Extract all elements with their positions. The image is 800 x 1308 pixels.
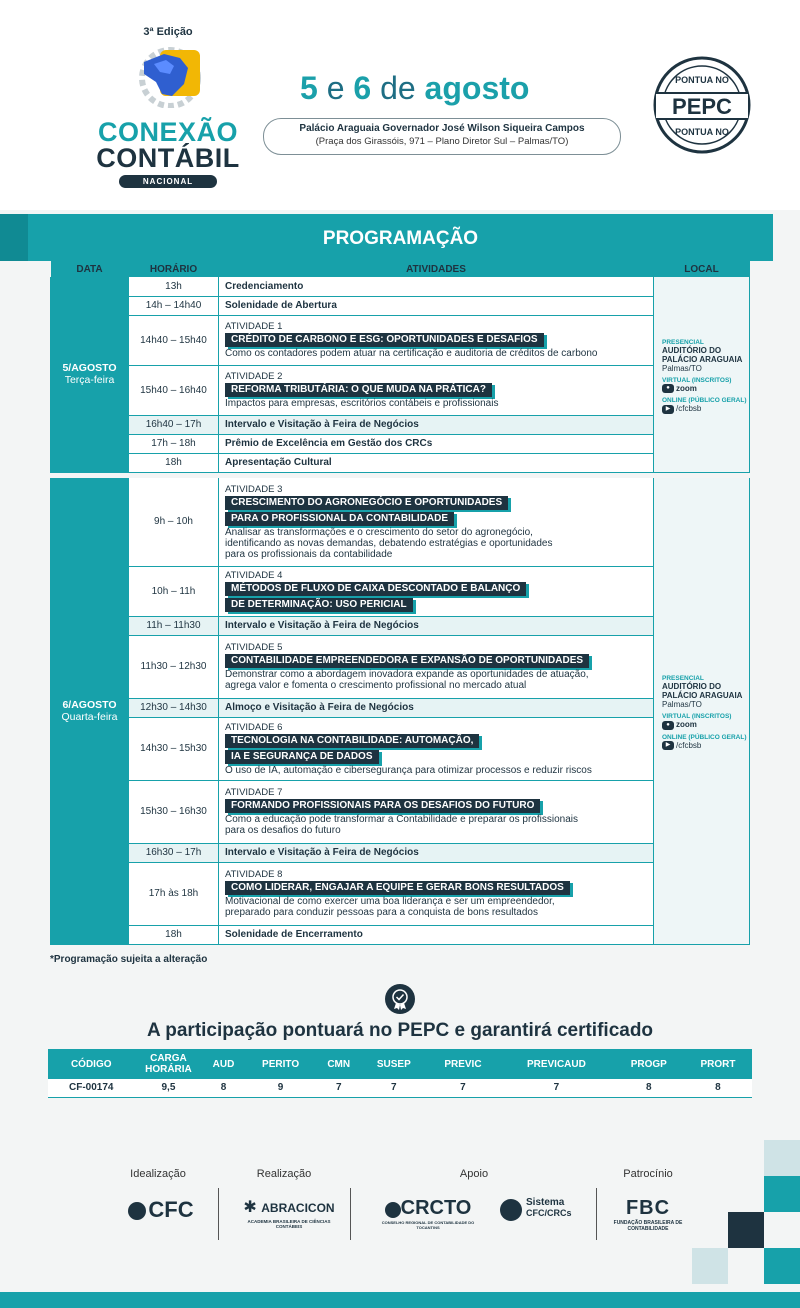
table-row: [51, 277, 750, 296]
day-date: 5/AGOSTO: [62, 362, 117, 375]
time-cell: 15h30 – 16h30: [129, 780, 219, 843]
zoom-link[interactable]: [662, 384, 749, 393]
activity-cell: [219, 434, 654, 453]
decor-square: [692, 1248, 728, 1284]
youtube-link[interactable]: [662, 741, 749, 750]
activity-desc: preparado para conduzir pessoas para a conquista de bons resultados: [225, 907, 538, 918]
table-row: [51, 365, 750, 415]
points-row: [48, 1079, 752, 1097]
activity-cell: [219, 843, 654, 862]
table-row: [51, 415, 750, 434]
event-name: Apresentação Cultural: [225, 457, 332, 468]
points-cell: 8: [684, 1079, 752, 1097]
youtube-icon: ▶: [662, 405, 674, 414]
abracicon-text: ABRACICON: [261, 1201, 335, 1215]
table-row: [51, 616, 750, 635]
time-cell: 13h: [129, 277, 219, 296]
points-col: PERITO: [245, 1049, 317, 1079]
activity-cell: [219, 616, 654, 635]
fbc-sub: FUNDAÇÃO BRASILEIRA DE CONTABILIDADE: [613, 1220, 683, 1232]
points-col: PREVICAUD: [499, 1049, 614, 1079]
decor-square: [764, 1248, 800, 1284]
activity-title: DE DETERMINAÇÃO: USO PERICIAL: [225, 598, 413, 612]
col-location: LOCAL: [654, 261, 750, 277]
activity-cell: [219, 925, 654, 944]
activity-cell: [219, 315, 654, 365]
venue-address: (Praça dos Girassóis, 971 – Plano Diretor Sul – Palmas/TO): [315, 136, 569, 147]
logo-line2: CONTÁBIL: [96, 143, 240, 173]
activity-label: ATIVIDADE 1: [225, 321, 283, 332]
seal-bottom: PONTUA NO: [675, 127, 729, 137]
activity-label: ATIVIDADE 3: [225, 483, 283, 495]
activity-title: MÉTODOS DE FLUXO DE CAIXA DESCONTADO E BALANÇO: [225, 582, 526, 596]
location-cell: [654, 478, 750, 944]
activity-cell: [219, 566, 654, 616]
program-title: PROGRAMAÇÃO: [322, 228, 479, 249]
table-row: [51, 698, 750, 717]
crcto-text: CRCTO: [400, 1197, 472, 1219]
seal-top: PONTUA NO: [675, 75, 729, 85]
brazil-map-icon: [130, 44, 206, 108]
day-cell: [51, 478, 129, 944]
col-activities: ATIVIDADES: [219, 261, 654, 277]
time-cell: 10h – 11h: [129, 566, 219, 616]
city: Palmas/TO: [662, 700, 702, 710]
header: [0, 0, 800, 210]
activity-title: IA E SEGURANÇA DE DADOS: [225, 750, 379, 764]
activity-label: ATIVIDADE 7: [225, 787, 283, 798]
realizacao-label: Realização: [256, 1168, 312, 1180]
points-header: [48, 1049, 752, 1079]
presencial-label: PRESENCIAL: [662, 338, 704, 346]
table-row: [51, 434, 750, 453]
activity-desc: Motivacional de como exercer uma boa liderança e ser um empreendedor,: [225, 896, 555, 907]
edition-label: 3ª Edição: [143, 26, 193, 38]
activity-cell: [219, 862, 654, 925]
time-cell: 12h30 – 14h30: [129, 698, 219, 717]
points-cell: 7: [499, 1079, 614, 1097]
zoom-text: zoom: [676, 720, 697, 730]
activity-desc: Como os contadores podem atuar na certificação e auditoria de créditos de carbono: [225, 348, 598, 359]
time-cell: 14h30 – 15h30: [129, 717, 219, 780]
pepc-seal: [652, 55, 752, 155]
points-col: CARGA HORÁRIA: [134, 1049, 202, 1079]
decor-square: [764, 1140, 800, 1176]
col-date: DATA: [51, 261, 129, 277]
activity-cell: [219, 717, 654, 780]
activity-cell: [219, 296, 654, 315]
decor-square: [764, 1176, 800, 1212]
table-row: [51, 843, 750, 862]
points-table: [48, 1049, 752, 1098]
event-logo: [88, 26, 248, 189]
table-row: [51, 566, 750, 616]
city: Palmas/TO: [662, 363, 702, 373]
divider: [350, 1188, 351, 1240]
event-date: [300, 70, 529, 107]
table-row: [51, 478, 750, 566]
event-name: Intervalo e Visitação à Feira de Negócios: [225, 847, 419, 858]
date-day1: 5: [300, 70, 318, 106]
points-cell: 7: [427, 1079, 499, 1097]
fbc-text: FBC: [625, 1197, 671, 1219]
event-name: Solenidade de Encerramento: [225, 929, 363, 940]
date-month: agosto: [424, 70, 530, 106]
points-col: AUD: [202, 1049, 244, 1079]
table-row: [51, 717, 750, 780]
youtube-text: /cfcbsb: [676, 404, 702, 414]
activity-desc: Demonstrar como a abordagem inovadora expande as oportunidades de atuação,: [225, 669, 589, 680]
activity-cell: [219, 277, 654, 296]
divider: [596, 1188, 597, 1240]
idealizacao-label: Idealização: [130, 1168, 186, 1180]
activity-label: ATIVIDADE 8: [225, 869, 283, 880]
time-cell: 15h40 – 16h40: [129, 365, 219, 415]
day-date: 6/AGOSTO: [62, 698, 117, 711]
virtual-label: VIRTUAL (INSCRITOS): [662, 376, 732, 384]
activity-label: ATIVIDADE 5: [225, 642, 283, 653]
schedule-header: [51, 261, 750, 277]
venue-line2: PALÁCIO ARAGUAIA: [662, 691, 743, 701]
points-col: CÓDIGO: [48, 1049, 134, 1079]
activity-desc: para os desafios do futuro: [225, 825, 341, 836]
fbc-logo: [606, 1197, 690, 1237]
time-cell: 17h às 18h: [129, 862, 219, 925]
time-cell: 18h: [129, 453, 219, 472]
time-cell: 16h30 – 17h: [129, 843, 219, 862]
event-name: Almoço e Visitação à Feira de Negócios: [225, 702, 414, 713]
activity-title: CRÉDITO DE CARBONO E ESG: OPORTUNIDADES E DESAFIOS: [225, 333, 544, 347]
abracicon-logo: ✱ ABRACICON ACADEMIA BRASILEIRA DE CIÊNCIAS CONTÁBEIS: [236, 1197, 342, 1237]
activity-cell: [219, 365, 654, 415]
patrocinio-label: Patrocínio: [623, 1168, 673, 1180]
event-name: Solenidade de Abertura: [225, 300, 337, 311]
decor-square: [728, 1212, 764, 1248]
sistema-line1: Sistema: [526, 1197, 565, 1208]
time-cell: 11h30 – 12h30: [129, 635, 219, 698]
points-cell: 7: [361, 1079, 427, 1097]
crcto-sub: CONSELHO REGIONAL DE CONTABILIDADE DO TOCANTINS: [381, 1220, 475, 1230]
activity-desc: para os profissionais da contabilidade: [225, 548, 393, 560]
points-col: SUSEP: [361, 1049, 427, 1079]
time-cell: 11h – 11h30: [129, 616, 219, 635]
day-weekday: Terça-feira: [64, 374, 115, 387]
event-name: Intervalo e Visitação à Feira de Negócios: [225, 419, 419, 430]
activity-desc: Analisar as transformações e o crescimento do setor do agronegócio,: [225, 526, 533, 538]
activity-cell: [219, 478, 654, 566]
program-title-band: [28, 214, 773, 261]
logo-tag: NACIONAL: [119, 175, 217, 188]
event-name: Prêmio de Excelência em Gestão dos CRCs: [225, 438, 433, 449]
activity-desc: identificando as novas demandas, debatendo estratégias e oportunidades: [225, 537, 553, 549]
points-cell: 8: [202, 1079, 244, 1097]
activity-title: REFORMA TRIBUTÁRIA: O QUE MUDA NA PRÁTICA?: [225, 383, 492, 397]
zoom-icon: ●: [662, 384, 674, 393]
date-day2: 6: [353, 70, 372, 106]
seal-center: PEPC: [672, 94, 732, 119]
activity-desc: agrega valor e fomenta o crescimento profissional no mercado atual: [225, 680, 527, 691]
activity-title: FORMANDO PROFISSIONAIS PARA OS DESAFIOS DO FUTURO: [225, 799, 540, 813]
logo-line1: CONEXÃO: [97, 117, 239, 147]
venue-line2: PALÁCIO ARAGUAIA: [662, 354, 743, 364]
table-row: [51, 862, 750, 925]
activity-title: PARA O PROFISSIONAL DA CONTABILIDADE: [225, 512, 454, 526]
crcto-logo: [372, 1197, 484, 1237]
certificate-medal-icon: [384, 983, 416, 1015]
youtube-icon: ▶: [662, 741, 674, 750]
points-cell: 7: [317, 1079, 361, 1097]
activity-label: ATIVIDADE 6: [225, 721, 283, 733]
activity-label: ATIVIDADE 2: [225, 371, 283, 382]
points-col: PROGP: [614, 1049, 684, 1079]
table-row: [51, 780, 750, 843]
venue-line1: AUDITÓRIO DO: [662, 682, 722, 692]
points-cell: 9: [245, 1079, 317, 1097]
event-name: Credenciamento: [225, 280, 304, 292]
online-label: ONLINE (PÚBLICO GERAL): [662, 733, 747, 741]
divider: [218, 1188, 219, 1240]
table-row: [51, 453, 750, 472]
activity-label: ATIVIDADE 4: [225, 569, 283, 581]
zoom-icon: ●: [662, 721, 674, 730]
table-row: [51, 635, 750, 698]
sistema-line2: CFC/CRCs: [526, 1208, 572, 1218]
points-col: PREVIC: [427, 1049, 499, 1079]
activity-title: TECNOLOGIA NA CONTABILIDADE: AUTOMAÇÃO,: [225, 734, 479, 748]
activity-title: CONTABILIDADE EMPREENDEDORA E EXPANSÃO DE OPORTUNIDADES: [225, 654, 589, 668]
date-de: de: [371, 70, 425, 106]
activity-desc: Impactos para empresas, escritórios contábeis e profissionais: [225, 398, 499, 409]
points-col: PRORT: [684, 1049, 752, 1079]
schedule-note: *Programação sujeita a alteração: [50, 954, 208, 965]
time-cell: 16h40 – 17h: [129, 415, 219, 434]
zoom-text: zoom: [676, 383, 697, 393]
activity-desc: O uso de IA, automação e cibersegurança para otimizar processos e reduzir riscos: [225, 764, 592, 776]
footer-bar: [0, 1292, 800, 1308]
presencial-label: PRESENCIAL: [662, 675, 704, 683]
location-cell: [654, 277, 750, 472]
points-cell: 8: [614, 1079, 684, 1097]
venue-name: Palácio Araguaia Governador José Wilson Siqueira Campos: [299, 123, 585, 134]
activity-cell: [219, 635, 654, 698]
table-row: [51, 315, 750, 365]
activity-desc: Como a educação pode transformar a Contabilidade e preparar os profissionais: [225, 814, 578, 825]
table-row: [51, 296, 750, 315]
youtube-text: /cfcbsb: [676, 740, 702, 750]
pepc-title: A participação pontuará no PEPC e garantirá certificado: [146, 1020, 654, 1041]
time-cell: 14h – 14h40: [129, 296, 219, 315]
venue-box: [263, 118, 621, 155]
points-cell: CF-00174: [48, 1079, 134, 1097]
time-cell: 18h: [129, 925, 219, 944]
youtube-link[interactable]: [662, 404, 749, 413]
zoom-link[interactable]: [662, 720, 749, 729]
venue-line1: AUDITÓRIO DO: [662, 345, 722, 355]
schedule-table: [50, 261, 750, 945]
apoio-label: Apoio: [459, 1168, 489, 1180]
time-cell: 9h – 10h: [129, 478, 219, 566]
cfc-logo: [116, 1197, 206, 1237]
table-row: [51, 925, 750, 944]
day-weekday: Quarta-feira: [61, 710, 118, 723]
online-label: ONLINE (PÚBLICO GERAL): [662, 397, 747, 405]
points-col: CMN: [317, 1049, 361, 1079]
activity-title: COMO LIDERAR, ENGAJAR A EQUIPE E GERAR BONS RESULTADOS: [225, 881, 570, 895]
virtual-label: VIRTUAL (INSCRITOS): [662, 713, 732, 721]
activity-cell: [219, 415, 654, 434]
time-cell: 17h – 18h: [129, 434, 219, 453]
date-e: e: [317, 70, 354, 106]
abracicon-sub: ACADEMIA BRASILEIRA DE CIÊNCIAS CONTÁBEIS: [247, 1219, 331, 1229]
points-cell: 9,5: [134, 1079, 202, 1097]
activity-cell: [219, 698, 654, 717]
activity-title: CRESCIMENTO DO AGRONEGÓCIO E OPORTUNIDADES: [225, 496, 508, 510]
activity-cell: [219, 453, 654, 472]
sistema-logo: [500, 1197, 584, 1237]
event-name: Intervalo e Visitação à Feira de Negócios: [225, 620, 419, 631]
activity-cell: [219, 780, 654, 843]
time-cell: 14h40 – 15h40: [129, 315, 219, 365]
day-cell: [51, 277, 129, 472]
col-time: HORÁRIO: [129, 261, 219, 277]
cfc-text: CFC: [148, 1197, 194, 1222]
